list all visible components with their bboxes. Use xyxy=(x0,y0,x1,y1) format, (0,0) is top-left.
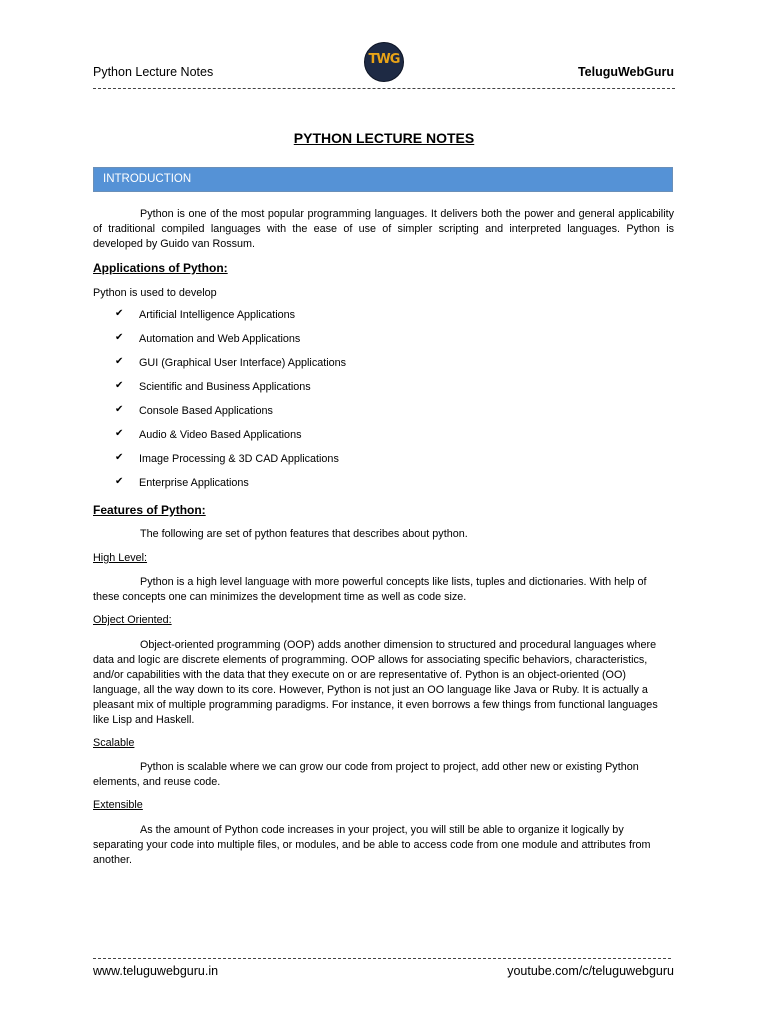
list-item-label: Enterprise Applications xyxy=(139,477,249,489)
list-item-label: Automation and Web Applications xyxy=(139,333,301,345)
features-heading: Features of Python: xyxy=(93,503,206,517)
checkmark-icon: ✔ xyxy=(115,332,124,343)
checkmark-icon: ✔ xyxy=(115,380,124,391)
checkmark-icon: ✔ xyxy=(115,452,124,463)
object-oriented-paragraph: Object-oriented programming (OOP) adds another dimension to structured and procedural languages where data and logic are discrete elements of programming. OOP allows for associating specific behaviors, characteristics, and/or capabilities with the data that they execute on or are representative of. Python is an object-oriented (OO) language, all the way down to its core. However, Python is not just an OO language like Java or Ruby. It is actually a pleasant mix of multiple programming paradigms. For instance, it even borrows a few things from functional languages like Lisp and Haskell. xyxy=(93,639,658,726)
page-title: PYTHON LECTURE NOTES xyxy=(293,130,475,146)
list-item-label: Scientific and Business Applications xyxy=(139,381,311,393)
intro-heading: INTRODUCTION xyxy=(103,173,192,185)
footer-website-link[interactable]: www.teluguwebguru.in xyxy=(93,964,219,978)
list-item-label: Audio & Video Based Applications xyxy=(139,429,302,441)
header-divider xyxy=(93,88,675,89)
list-item-label: Console Based Applications xyxy=(139,405,273,417)
logo-icon xyxy=(364,42,404,82)
extensible-paragraph: As the amount of Python code increases in your project, you will still be able to organize it logically by separating your code into multiple files, or modules, and be able to access code from one module and attributes from another. xyxy=(93,824,651,866)
intro-paragraph: Python is one of the most popular programming languages. It delivers both the power and general applicability of traditional compiled languages with the ease of use of simpler scripting and interpreted languages. Python is developed by Guido van Rossum. xyxy=(93,208,674,250)
applications-lead: Python is used to develop xyxy=(93,287,217,299)
list-item-label: Artificial Intelligence Applications xyxy=(139,309,296,321)
checkmark-icon: ✔ xyxy=(115,308,124,319)
features-lead: The following are set of python features that describes about python. xyxy=(140,528,468,540)
extensible-heading: Extensible xyxy=(93,799,143,811)
intro-heading-bar xyxy=(93,167,673,192)
scalable-paragraph: Python is scalable where we can grow our code from project to project, add other new or existing Python elements, and reuse code. xyxy=(93,761,639,788)
list-item-label: GUI (Graphical User Interface) Applications xyxy=(139,357,347,369)
high-level-paragraph: Python is a high level language with more powerful concepts like lists, tuples and dictionaries. With help of these concepts one can minimizes the development time as well as code size. xyxy=(93,576,647,603)
scalable-heading: Scalable xyxy=(93,737,135,749)
applications-heading: Applications of Python: xyxy=(93,261,228,275)
header-right-text: TeluguWebGuru xyxy=(577,65,674,79)
list-item-label: Image Processing & 3D CAD Applications xyxy=(139,453,339,465)
logo-text: TWG xyxy=(368,52,400,67)
checkmark-icon: ✔ xyxy=(115,356,124,367)
footer-divider xyxy=(93,958,671,959)
checkmark-icon: ✔ xyxy=(115,404,124,415)
object-oriented-heading: Object Oriented: xyxy=(93,614,172,626)
checkmark-icon: ✔ xyxy=(115,428,124,439)
high-level-heading: High Level: xyxy=(93,552,148,564)
footer-youtube-link[interactable]: youtube.com/c/teluguwebguru xyxy=(507,964,674,978)
header-left-text: Python Lecture Notes xyxy=(93,65,214,79)
checkmark-icon: ✔ xyxy=(115,476,124,487)
